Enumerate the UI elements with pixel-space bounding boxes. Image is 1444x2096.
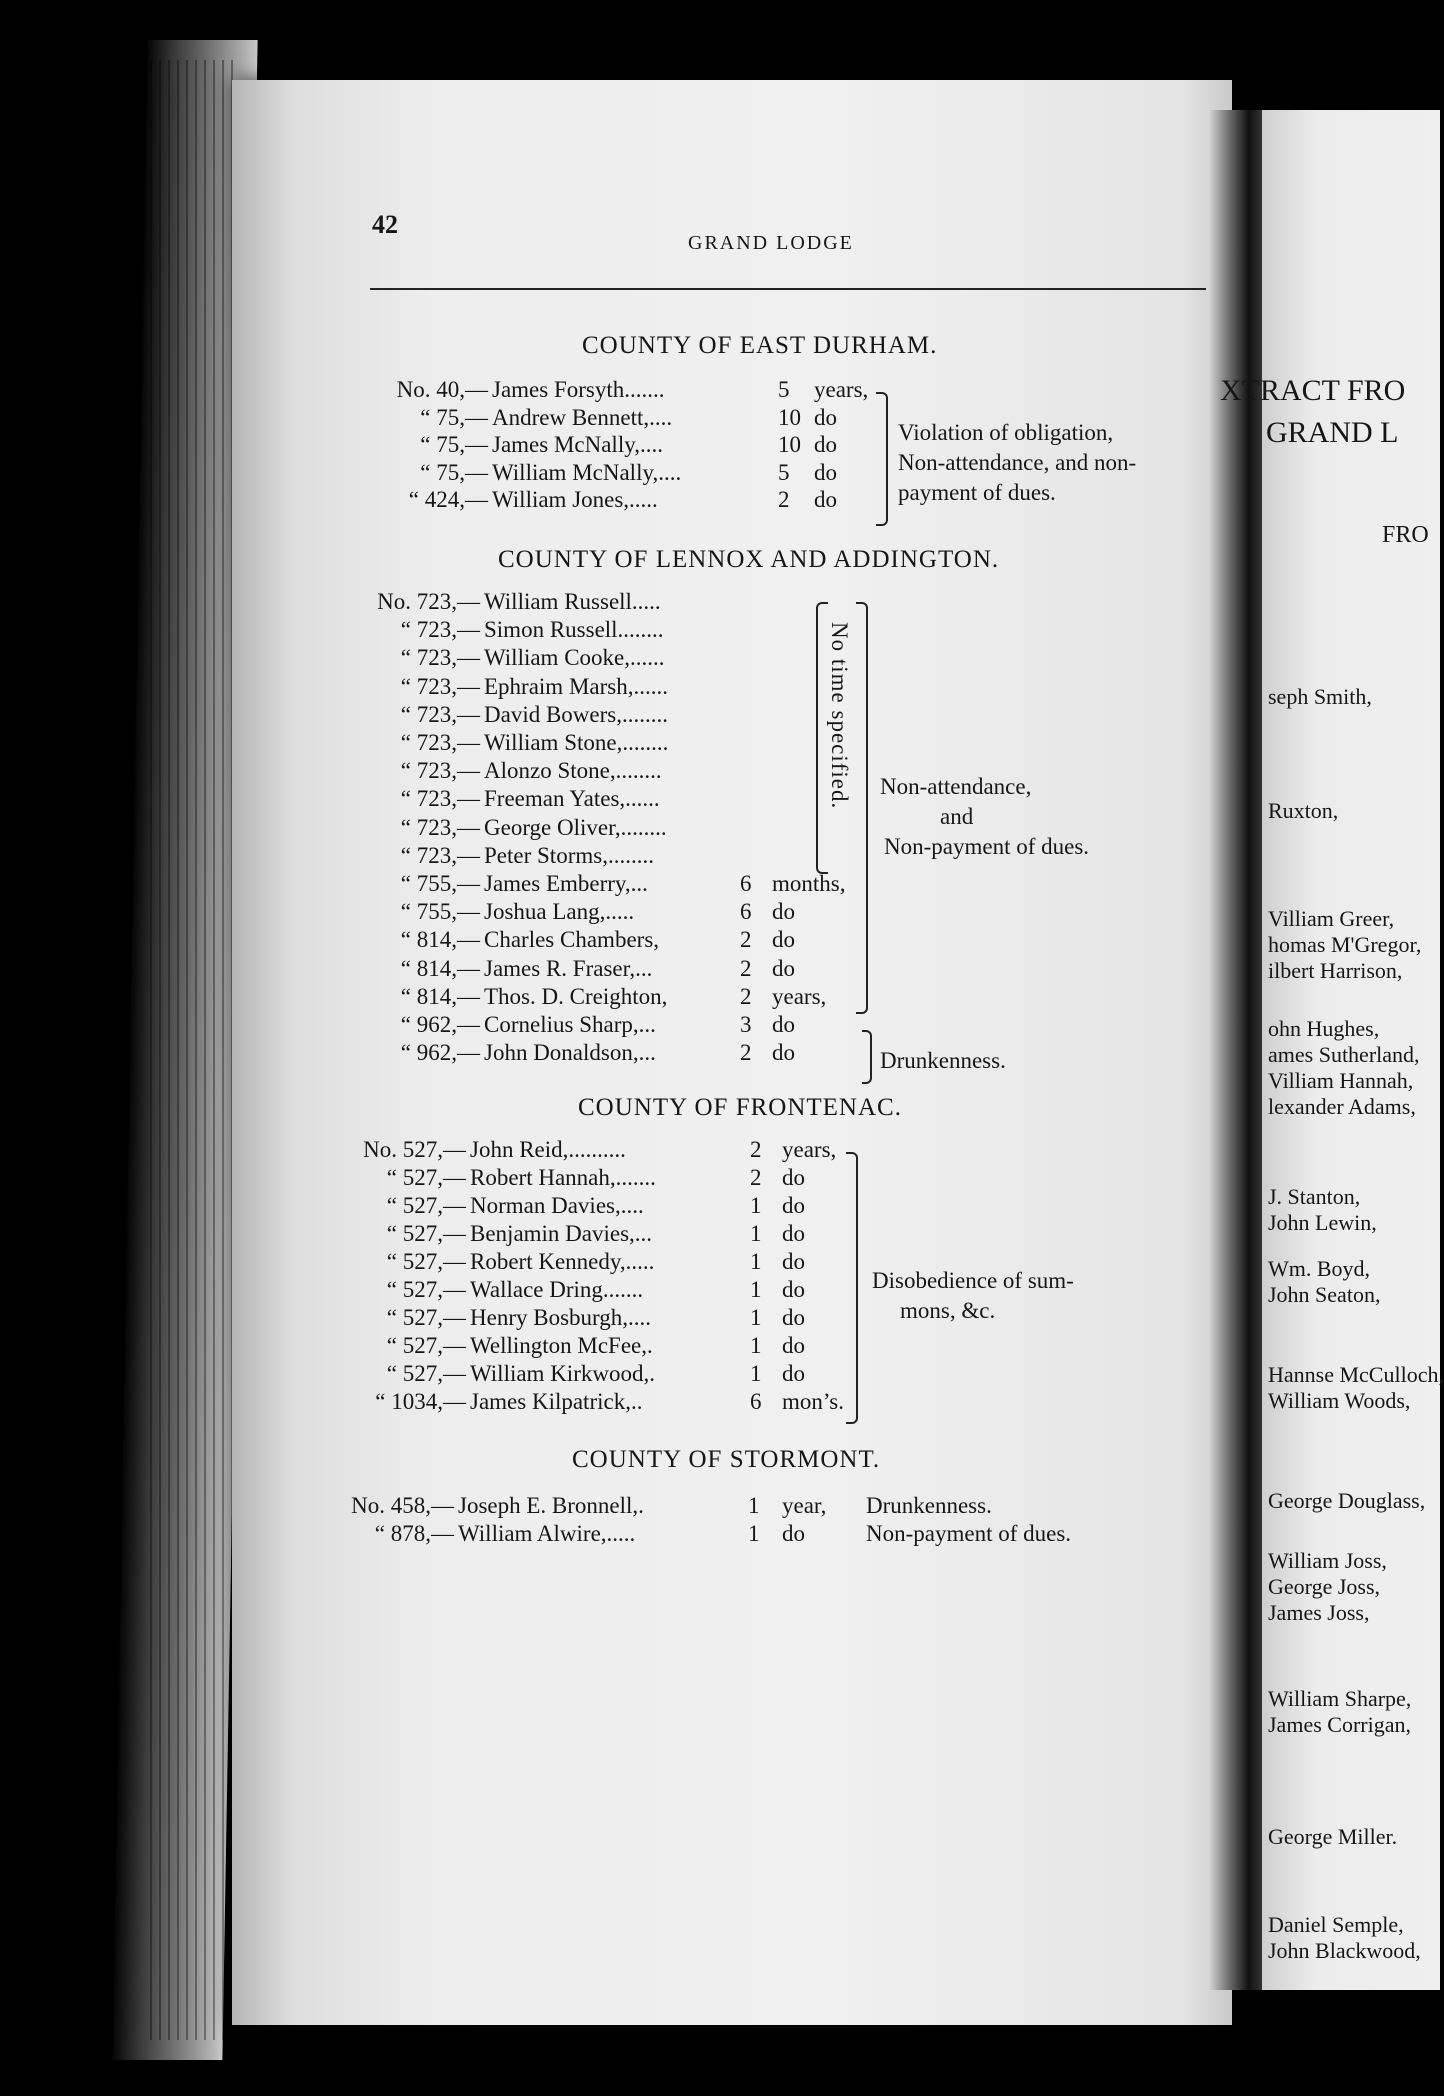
member-lodge-number: No. 723,— [377,589,480,614]
running-head: GRAND LODGE [688,232,854,254]
suspension-unit: do [772,927,795,953]
member-lodge-number: “ 814,— [400,983,480,1009]
right-page-name: Hannse McCulloch, [1268,1362,1444,1387]
section-title-east-durham: COUNTY OF EAST DURHAM. [582,332,938,359]
brace-frontenac [846,1152,858,1424]
suspension-unit: do [814,404,837,430]
member-name: Charles Chambers, [484,927,660,953]
member-name: Joseph E. Bronnell,. [458,1493,644,1518]
member-lodge-number: “ 527,— [386,1165,466,1190]
suspension-unit: do [814,432,837,457]
member-lodge-number: “ 723,— [400,645,480,671]
member-name: James Kilpatrick,.. [470,1389,643,1414]
member-lodge-number: No. 527,— [363,1137,466,1162]
member-name: John Reid,.......... [470,1137,626,1162]
member-lodge-number: “ 755,— [400,871,480,896]
member-name: Benjamin Davies,... [470,1221,653,1246]
suspension-unit: do [772,899,795,925]
suspension-duration: 5 [778,377,790,402]
member-name: William Alwire,..... [458,1521,636,1546]
page-number: 42 [372,210,398,239]
suspension-duration: 1 [750,1305,762,1330]
member-name: Cornelius Sharp,... [484,1012,656,1037]
suspension-duration: 1 [750,1249,762,1274]
suspension-unit: years, [772,983,827,1009]
member-name: Freeman Yates,...... [484,786,660,812]
right-page-name: ohn Hughes, [1268,1016,1380,1041]
member-name: John Donaldson,... [484,1040,656,1066]
member-name: William Jones,..... [492,487,658,512]
suspension-duration: 1 [750,1361,762,1386]
suspension-unit: years, [782,1137,837,1162]
member-lodge-number: “ 1034,— [375,1389,466,1414]
offence-lennox-3: Non-payment of dues. [884,834,1090,859]
member-lodge-number: “ 75,— [420,432,488,457]
suspension-unit: do [782,1165,805,1190]
suspension-unit: years, [814,377,869,402]
right-page-name: Villiam Greer, [1268,906,1395,931]
member-lodge-number: “ 527,— [386,1193,466,1218]
brace-lennox-addington [856,602,868,1014]
member-lodge-number: No. 40,— [396,377,488,402]
right-page-name: John Seaton, [1268,1282,1381,1307]
suspension-unit: do [782,1193,805,1218]
offence-lennox-1: Non-attendance, [880,774,1032,799]
suspension-duration: 2 [740,955,752,981]
suspension-duration: 2 [740,1040,752,1066]
right-page-name: lexander Adams, [1268,1094,1416,1119]
offence-frontenac-2: mons, &c. [900,1298,996,1323]
member-lodge-number: “ 723,— [400,842,480,868]
member-lodge-number: “ 527,— [386,1305,466,1330]
right-page-name: ilbert Harrison, [1268,958,1403,983]
suspension-duration: 1 [750,1277,762,1302]
offence-lennox-2: and [940,804,974,829]
suspension-duration: 1 [748,1521,760,1546]
right-page [1220,110,1444,1990]
right-page-name: Ruxton, [1268,798,1339,823]
suspension-unit: months, [772,871,846,896]
right-page-name: George Douglass, [1268,1488,1426,1513]
member-lodge-number: “ 814,— [400,927,480,953]
member-name: Henry Bosburgh,.... [470,1305,652,1330]
section-title-frontenac: COUNTY OF FRONTENAC. [578,1094,902,1121]
member-name: William Cooke,...... [484,645,665,671]
right-page-name: John Blackwood, [1268,1938,1421,1963]
suspension-duration: 2 [750,1137,762,1162]
page-stack-edges [150,60,240,2040]
member-lodge-number: “ 723,— [400,758,480,784]
suspension-unit: do [782,1521,805,1546]
suspension-duration: 1 [748,1493,760,1518]
member-name: Norman Davies,.... [470,1193,644,1218]
right-page-name: J. Stanton, [1268,1184,1361,1209]
member-name: Robert Kennedy,..... [470,1249,655,1274]
member-lodge-number: “ 723,— [400,786,480,812]
section-title-lennox-addington: COUNTY OF LENNOX AND ADDINGTON. [498,546,1000,573]
right-page-name: Villiam Hannah, [1268,1068,1414,1093]
member-name: James McNally,.... [492,432,663,457]
member-name: Peter Storms,........ [484,842,654,868]
suspension-duration: 5 [778,459,790,485]
suspension-duration: 6 [750,1389,762,1414]
member-lodge-number: “ 424,— [408,487,488,512]
member-name: Robert Hannah,....... [470,1165,656,1190]
suspension-unit: do [782,1361,805,1386]
member-name: George Oliver,........ [484,814,667,840]
suspension-duration: 1 [750,1193,762,1218]
member-name: Andrew Bennett,.... [492,404,673,430]
suspension-duration: 6 [740,871,752,896]
suspension-duration: 2 [740,983,752,1009]
suspension-unit: do [782,1277,805,1302]
section-title-stormont: COUNTY OF STORMONT. [572,1446,881,1473]
member-lodge-number: “ 723,— [400,617,480,643]
member-lodge-number: “ 962,— [400,1040,480,1066]
member-name: William Stone,........ [484,730,669,755]
suspension-duration: 2 [778,487,790,512]
suspension-duration: 2 [740,927,752,953]
suspension-duration: 2 [750,1165,762,1190]
member-offence: Drunkenness. [866,1493,992,1518]
right-page-name: ames Sutherland, [1268,1042,1420,1067]
offence-east-durham-1: Violation of obligation, [898,420,1114,445]
member-name: James R. Fraser,... [484,955,653,981]
member-name: Simon Russell........ [484,617,664,643]
suspension-unit: do [782,1249,805,1274]
right-page-title-2: GRAND L [1266,416,1399,449]
member-lodge-number: “ 527,— [386,1361,466,1386]
suspension-unit: do [772,1040,795,1066]
right-page-name: Daniel Semple, [1268,1912,1404,1937]
member-name: James Emberry,... [484,871,648,896]
right-page-name: William Woods, [1268,1388,1411,1413]
member-lodge-number: “ 723,— [400,814,480,840]
member-lodge-number: No. 458,— [351,1493,454,1518]
member-name: David Bowers,........ [484,701,668,727]
suspension-unit: do [782,1333,805,1358]
right-page-name: James Corrigan, [1268,1712,1411,1737]
header-rule [370,288,1206,290]
right-page-name: seph Smith, [1268,684,1372,709]
member-name: James Forsyth....... [492,377,665,402]
member-lodge-number: “ 75,— [420,459,488,485]
member-lodge-number: “ 723,— [400,701,480,727]
suspension-unit: year, [782,1493,827,1518]
right-page-name: James Joss, [1268,1600,1370,1625]
right-page-name: George Miller. [1268,1824,1398,1849]
suspension-unit: mon’s. [782,1389,844,1414]
offence-east-durham-2: Non-attendance, and non- [898,450,1137,475]
member-name: Wallace Dring....... [470,1277,644,1302]
member-name: Thos. D. Creighton, [484,983,668,1009]
member-lodge-number: “ 723,— [400,673,480,699]
offence-frontenac-1: Disobedience of sum- [872,1268,1074,1293]
right-page-name: George Joss, [1268,1574,1381,1599]
suspension-duration: 1 [750,1333,762,1358]
suspension-unit: do [782,1305,805,1330]
suspension-unit: do [814,459,837,485]
brace-east-durham [876,392,888,526]
suspension-unit: do [772,1012,795,1037]
right-page-name: William Sharpe, [1268,1686,1412,1711]
member-name: William Russell..... [484,589,661,614]
suspension-duration: 10 [778,404,801,430]
member-offence: Non-payment of dues. [866,1521,1072,1546]
member-name: William Kirkwood,. [470,1361,655,1386]
member-name: Joshua Lang,..... [484,899,635,925]
offence-east-durham-3: payment of dues. [898,480,1056,505]
suspension-duration: 1 [750,1221,762,1246]
member-name: Wellington McFee,. [470,1333,653,1358]
member-name: William McNally,.... [492,459,682,485]
member-lodge-number: “ 527,— [386,1277,466,1302]
suspension-duration: 3 [740,1012,752,1037]
suspension-unit: do [772,955,795,981]
suspension-duration: 10 [778,432,801,457]
member-name: Ephraim Marsh,...... [484,673,668,699]
right-page-title-1: XTRACT FRO [1220,374,1406,407]
right-page-name: William Joss, [1268,1548,1387,1573]
brace-drunkenness [862,1030,872,1084]
member-name: Alonzo Stone,........ [484,758,662,784]
member-lodge-number: “ 75,— [420,404,488,430]
member-lodge-number: “ 878,— [374,1521,454,1546]
suspension-unit: do [814,487,837,512]
member-lodge-number: “ 527,— [386,1249,466,1274]
member-lodge-number: “ 814,— [400,955,480,981]
right-page-name: John Lewin, [1268,1210,1377,1235]
member-lodge-number: “ 755,— [400,899,480,925]
suspension-unit: do [782,1221,805,1246]
member-lodge-number: “ 723,— [400,730,480,755]
member-lodge-number: “ 527,— [386,1221,466,1246]
suspension-duration: 6 [740,899,752,925]
right-page-name: Wm. Boyd, [1268,1256,1371,1281]
no-time-specified: No time specified. [827,622,852,810]
member-lodge-number: “ 527,— [386,1333,466,1358]
member-lodge-number: “ 962,— [400,1012,480,1037]
right-page-from: FRO [1382,522,1429,548]
offence-lennox-drunkenness: Drunkenness. [880,1048,1006,1073]
right-page-name: homas M'Gregor, [1268,932,1422,957]
